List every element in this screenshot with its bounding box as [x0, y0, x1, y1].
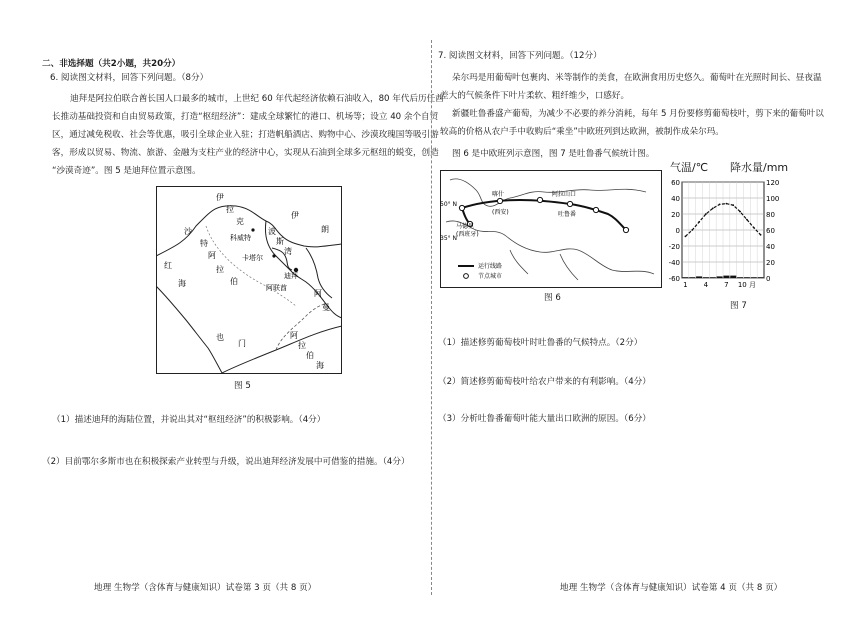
temperature-point — [726, 203, 728, 205]
map-label: 拉 — [298, 341, 306, 350]
map-label: 海 — [178, 279, 186, 288]
q6-paragraph-line: 客，形成以贸易、物流、旅游、金融为支柱产业的经济中心，实现从石油到全球多元枢纽的蜕变，创造 — [52, 148, 439, 158]
y-tick-label-right: 80 — [766, 211, 775, 219]
china-europe-railway-map — [440, 170, 662, 288]
x-tick-label: 1 — [683, 281, 688, 288]
y-tick-label-right: 40 — [766, 243, 775, 251]
right-footer: 地理 生物学（含体育与健康知识）试卷第 4 页（共 8 页） — [560, 583, 783, 593]
section-title: 二、非选择题（共2小题，共20分） — [42, 59, 181, 69]
map-label: 朗 — [321, 225, 329, 234]
map-label: 也 — [216, 333, 224, 342]
precipitation-bar — [751, 277, 757, 278]
y-tick-label-left: -60 — [668, 275, 680, 283]
precipitation-bar — [710, 277, 716, 278]
q6-paragraph-line: 区，通过减免税收、社会等优惠，吸引全球企业入驻；打造帆船酒店、购物中心、沙漠玫瑰国等吸引游 — [52, 130, 439, 140]
y-tick-label-right: 20 — [766, 259, 775, 267]
map-label: (西安) — [492, 209, 509, 216]
x-tick-label: 7 — [724, 281, 729, 288]
y-tick-label-left: 60 — [671, 179, 680, 187]
q6-paragraph-line: 迪拜是阿拉伯联合酋长国人口最多的城市，上世纪 60 年代起经济依赖石油收入，80 年代后历任酋 — [70, 94, 444, 104]
y-tick-label-left: -40 — [668, 259, 680, 267]
map-label: 拉 — [216, 265, 224, 274]
temperature-point — [705, 213, 707, 215]
precipitation-bar — [744, 277, 750, 278]
q7-paragraph-line: 图 6 是中欧班列示意图，图 7 是吐鲁番气候统计图。 — [452, 149, 655, 159]
q7-sub1: （1）描述修剪葡萄枝叶时吐鲁番的气候特点。（2分） — [438, 338, 643, 348]
y-tick-label-left: 40 — [671, 195, 680, 203]
precipitation-bar — [730, 276, 736, 278]
map-label: 35° N — [440, 235, 458, 242]
y-tick-label-left: 20 — [671, 211, 680, 219]
temperature-point — [691, 229, 693, 231]
map-label: 马德里 — [456, 223, 475, 230]
map-label: 斯 — [276, 237, 284, 246]
precipitation-bar — [703, 277, 709, 278]
figure-6-caption: 图 6 — [544, 293, 561, 303]
temperature-point — [712, 208, 714, 210]
map-label: 沙 — [184, 227, 192, 236]
temperature-point — [719, 204, 721, 206]
q6-header: 6. 阅读图文材料，回答下列问题。（8分） — [50, 73, 209, 83]
map-label: 伊 — [216, 193, 224, 202]
map-label: 湾 — [284, 247, 292, 256]
left-footer: 地理 生物学（含体育与健康知识）试卷第 3 页（共 8 页） — [94, 583, 317, 593]
map-label: 卡塔尔 — [242, 254, 263, 262]
map-label: 海 — [316, 361, 324, 370]
map-label: 喀什 — [492, 191, 505, 198]
temperature-point — [760, 234, 762, 236]
map-label: 阿联酋 — [266, 284, 287, 292]
precipitation-bar — [696, 276, 702, 278]
map-label: 迪拜 — [284, 272, 298, 280]
q6-paragraph-line: “沙漠奇迹”。图 5 是迪拜位置示意图。 — [52, 166, 201, 176]
map-label: 阿拉山口 — [552, 191, 577, 198]
q6-sub1: （1）描述迪拜的海陆位置，并说出其对“枢纽经济”的积极影响。（4分） — [52, 415, 326, 425]
x-tick-label: 10 月 — [737, 281, 756, 288]
precipitation-bar — [723, 276, 729, 278]
figure-5-caption: 图 5 — [234, 381, 251, 391]
temperature-point — [753, 227, 755, 229]
map-label: 50° N — [440, 201, 458, 208]
precipitation-bar — [758, 277, 764, 278]
temperature-point — [685, 236, 687, 238]
q7-sub2: （2）简述修剪葡萄枝叶给农户带来的有利影响。（4分） — [438, 377, 651, 387]
map-label: 红 — [164, 261, 172, 270]
x-tick-label: 4 — [703, 281, 709, 288]
map-label: 曼 — [322, 303, 330, 312]
page-divider — [431, 40, 432, 595]
y-tick-label-right: 60 — [766, 227, 775, 235]
q7-sub3: （3）分析吐鲁番葡萄叶能大量出口欧洲的原因。（6分） — [438, 414, 651, 424]
q7-paragraph-line: 较高的价格从农户手中收购后“乘坐”中欧班列到达欧洲，被制作成朵尔玛。 — [440, 127, 724, 137]
q7-paragraph-line: 差大的气候条件下叶片柔软、粗纤维少，口感好。 — [440, 91, 630, 101]
q7-paragraph-line: 新疆吐鲁番盛产葡萄，为减少不必要的养分消耗，每年 5 月份要修剪葡萄枝叶，剪下来的葡萄叶以 — [452, 109, 824, 119]
map-label: 吐鲁番 — [558, 211, 577, 218]
map-label: 阿 — [314, 289, 322, 298]
temperature-point — [739, 211, 741, 213]
q6-sub2: （2）目前鄂尔多斯市也在积极探索产业转型与升级，说出迪拜经济发展中可借鉴的措施。（4分） — [42, 457, 410, 467]
map-label: 伯 — [230, 277, 238, 286]
turpan-climate-chart — [664, 178, 784, 288]
map-label: 波 — [268, 227, 276, 236]
precipitation-bar — [717, 276, 723, 278]
y-tick-label-right: 0 — [766, 275, 771, 283]
q7-paragraph-line: 朵尔玛是用葡萄叶包裹肉、米等制作的美食，在欧洲食用历史悠久。葡萄叶在光照时间长、昼夜温 — [452, 73, 822, 83]
map-label: 伯 — [306, 351, 314, 360]
map-label: 科威特 — [230, 234, 251, 242]
chart-right-axis-title: 降水量/mm — [730, 161, 789, 174]
temperature-point — [746, 219, 748, 221]
y-tick-label-right: 120 — [766, 179, 780, 187]
precipitation-bar — [689, 277, 695, 278]
map-label: 阿 — [208, 251, 216, 260]
dubai-location-map — [156, 186, 342, 374]
map-label: 克 — [236, 217, 244, 226]
figure-7-caption: 图 7 — [730, 301, 747, 311]
temperature-point — [732, 204, 734, 206]
q6-paragraph-line: 长推动基础投资和自由贸易政策，打造“枢纽经济”：建成全球繁忙的港口、机场等；设立 40 余个自贸 — [52, 112, 439, 122]
chart-left-axis-title: 气温/℃ — [670, 161, 709, 174]
map-label: 门 — [238, 339, 246, 348]
legend-route-label: 运行线路 — [478, 263, 503, 270]
y-tick-label-left: 0 — [675, 227, 680, 235]
precipitation-bar — [737, 277, 743, 278]
y-tick-label-left: -20 — [668, 243, 680, 251]
legend-city-label: 节点城市 — [478, 273, 503, 280]
map-label: 伊 — [291, 211, 299, 220]
temperature-point — [698, 221, 700, 223]
precipitation-bar — [682, 277, 688, 278]
y-tick-label-right: 100 — [766, 195, 780, 203]
map-label: 阿 — [290, 331, 298, 340]
q7-header: 7. 阅读图文材料，回答下列问题。（12分） — [438, 51, 602, 61]
map-label: 特 — [200, 239, 208, 248]
map-label: 拉 — [226, 205, 234, 214]
map-label: (西班牙) — [456, 231, 479, 238]
